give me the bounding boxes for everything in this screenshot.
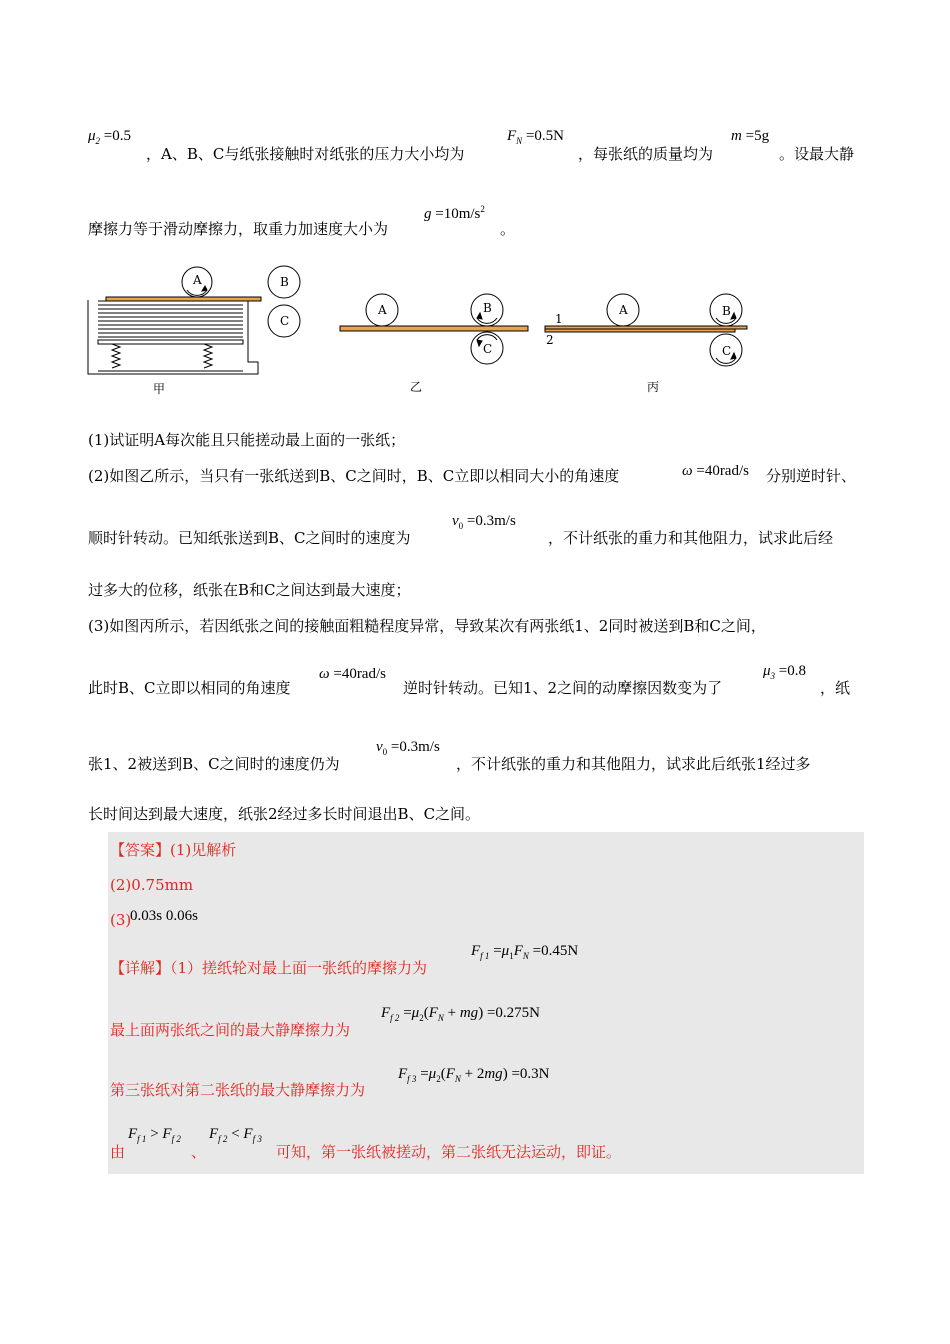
bing-caption: 丙 <box>647 380 660 394</box>
fn-formula: $F_N =0.5N$ <box>507 128 564 146</box>
question-2-part-a: (2)如图乙所示，当只有一张纸送到B、C之间时，B、C立即以相同大小的角速度 <box>88 467 620 485</box>
q2-omega-formula: ω =40rad/s <box>682 463 749 479</box>
line2-text1: 摩擦力等于滑动摩擦力，取重力加速度大小为 <box>88 220 389 238</box>
jia-caption: 甲 <box>153 382 166 396</box>
line1-text2: ，每张纸的质量均为 <box>578 145 714 163</box>
question-3-part-f: ，不计纸张的重力和其他阻力，试求此后纸张1经过多 <box>456 755 811 773</box>
detail-line-1 <box>110 958 427 978</box>
question-2-part-d: ，不计纸张的重力和其他阻力，试求此后经 <box>548 529 834 547</box>
detail-4-sep: 、 <box>191 1143 207 1161</box>
question-3-part-d: ，纸 <box>820 679 851 697</box>
yi-roller-a-label: A <box>378 303 387 317</box>
answer-line-1 <box>110 840 236 860</box>
jia-roller-c-label: C <box>280 314 290 328</box>
detail-3-formula: $F_{f 3} =\mu_2(F_N + 2mg) =0.3N$ <box>398 1066 550 1084</box>
mu2-formula: $\mu_2 =0.5$ <box>88 128 131 146</box>
q2-v0-formula: $v_0 =0.3m/s$ <box>452 513 516 531</box>
question-1: (1)试证明A每次能且只能搓动最上面的一张纸； <box>88 431 406 449</box>
bing-sheet-1-label: 1 <box>555 312 563 326</box>
detail-3-text: 第三张纸对第二张纸的最大静摩擦力为 <box>110 1081 366 1099</box>
q3-v0-formula: $v_0 =0.3m/s$ <box>376 739 440 757</box>
detail-4-pre: 由 <box>110 1143 126 1161</box>
question-2-part-b: 分别逆时针、 <box>766 467 857 485</box>
detail-1-text: （1）搓纸轮对最上面一张纸的摩擦力为 <box>170 959 428 977</box>
jia-roller-b-label: B <box>280 275 289 289</box>
question-3-part-b: 此时B、C立即以相同的角速度 <box>88 679 291 697</box>
bing-roller-c-label: C <box>722 344 732 358</box>
question-2-part-e: 过多大的位移，纸张在B和C之间达到最大速度； <box>88 581 411 599</box>
jia-roller-a-label: A <box>193 273 202 287</box>
detail-4-formula-b: $F_{f 2} < F_{f 3}$ <box>209 1126 262 1144</box>
figures-svg <box>0 0 950 400</box>
answer-tag: 【答案】 <box>110 841 171 859</box>
bing-roller-b-label: B <box>722 304 731 318</box>
question-2-part-c: 顺时针转动。已知纸张送到B、C之间时的速度为 <box>88 529 411 547</box>
answer-box <box>108 832 864 1174</box>
detail-2-formula: $F_{f 2} =\mu_2(F_N + mg) =0.275N$ <box>381 1005 540 1023</box>
detail-4-post: 可知，第一张纸被搓动，第二张纸无法运动，即证。 <box>276 1143 622 1161</box>
q3-mu3-formula: $\mu_3 =0.8$ <box>763 663 806 681</box>
yi-roller-b-label: B <box>483 301 492 315</box>
detail-tag: 【详解】 <box>110 959 171 977</box>
detail-2-text: 最上面两张纸之间的最大静摩擦力为 <box>110 1021 351 1039</box>
question-3-part-e: 张1、2被送到B、C之间时的速度仍为 <box>88 755 340 773</box>
figure-bing <box>545 294 747 366</box>
detail-1-formula: $F_{f 1} =\mu_1F_N =0.45N$ <box>471 943 579 961</box>
question-3-part-c: 逆时针转动。已知1、2之间的动摩擦因数变为了 <box>403 679 723 697</box>
question-3-part-a: (3)如图丙所示，若因纸张之间的接触面粗糙程度异常，导致某次有两张纸1、2同时被送到B和C之间， <box>88 617 766 635</box>
detail-4-formula-a: $F_{f 1} > F_{f 2}$ <box>128 1126 181 1144</box>
g-formula: $g =10m/s^2$ <box>424 204 485 222</box>
line2-text2: 。 <box>500 220 516 238</box>
bing-sheet-2-label: 2 <box>546 333 554 347</box>
q3-omega-formula: ω =40rad/s <box>319 666 386 682</box>
line1-text3: 。设最大静 <box>779 145 855 163</box>
bing-roller-a-label: A <box>619 303 628 317</box>
answer-1: (1)见解析 <box>170 841 237 859</box>
mass-formula: m =5g <box>731 128 770 144</box>
answer-2: (2)0.75mm <box>110 876 194 894</box>
answer-3-prefix: (3) <box>110 911 132 929</box>
question-3-part-g: 长时间达到最大速度，纸张2经过多长时间退出B、C之间。 <box>88 805 481 823</box>
answer-3-values: 0.03s 0.06s <box>130 908 198 924</box>
figure-yi <box>340 294 528 364</box>
yi-caption: 乙 <box>410 380 423 394</box>
line1-text1: ，A、B、C与纸张接触时对纸张的压力大小均为 <box>146 145 465 163</box>
yi-roller-c-label: C <box>483 342 493 356</box>
